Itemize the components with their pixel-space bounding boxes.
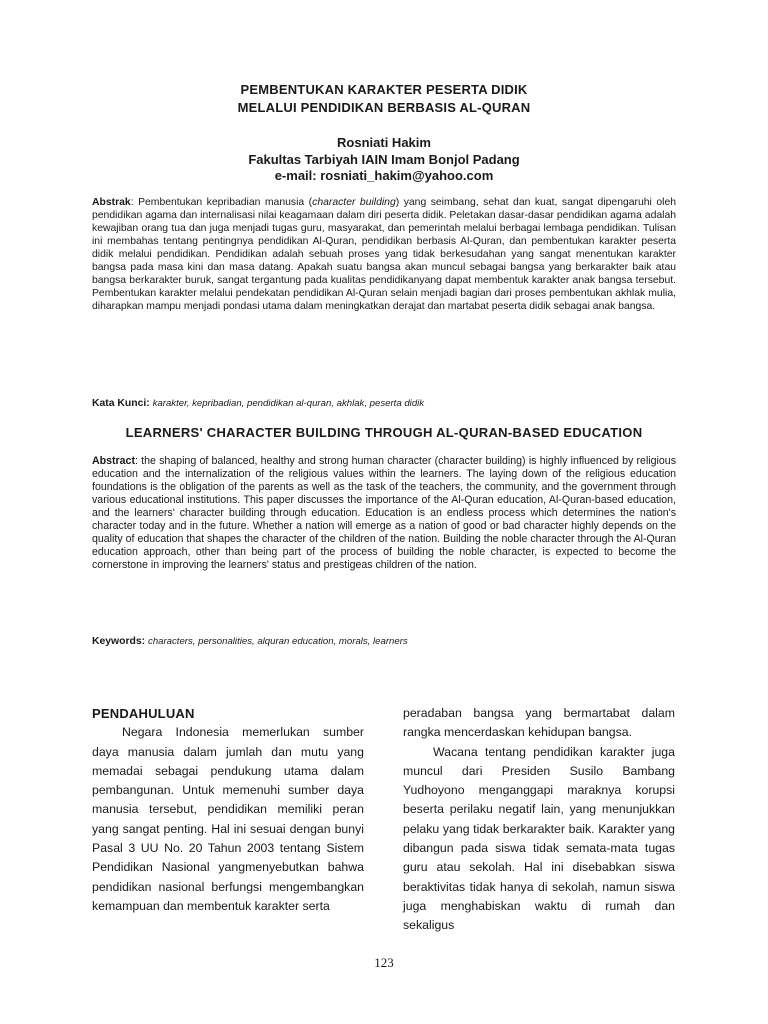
abstrak-text-after: ) yang seimbang, sehat dan kuat, sangat dipengaruhi oleh pendidikan agama dan internalisasi nilai keagamaan dalam diri peserta didik. Peletakan dasar-dasar pendidikan agama adalah kewajiban orang tua dan juga menjadi tugas guru, masyarakat, dan pemerintah melalui berbagai lembaga pendidikan. Tulisan ini membahas tentang pentingnya pendidikan Al-Quran, pendidikan berbasis Al-Quran, dan pembentukan karakter peserta didik melalui pendidikan. Pendidikan adalah sebuah proses yang tidak berkesudahan yang sangat menentukan karakter bangsa pada masa kini dan masa datang. Apakah suatu bangsa akan muncul sebagai bangsa yang berkarakter baik atau bangsa berkarakter buruk, sangat tergantung pada kualitas pendidikanyang dapat membentuk karakter anak bangsa tersebut. Pembentukan karakter melalui pendekatan pendidikan Al-Quran selain menjadi bagian dari proses pembentukan akhlak mulia, diharapkan mampu menjadi pondasi utama dalam meningkatkan derajat dan martabat peserta didik sebagai anak bangsa. xyxy=(92,197,676,312)
abstrak-italic-term: character building xyxy=(312,197,396,208)
english-title: LEARNERS' CHARACTER BUILDING THROUGH AL-QURAN-BASED EDUCATION xyxy=(125,425,643,440)
author-block xyxy=(0,135,768,185)
body-paragraph-continuation: peradaban bangsa yang bermartabat dalam rangka mencerdaskan kehidupan bangsa. xyxy=(403,706,675,740)
keywords xyxy=(92,635,676,648)
abstract-paragraph xyxy=(92,455,676,572)
body-paragraph-left: Negara Indonesia memerlukan sumber daya manusia dalam jumlah dan mutu yang memadai sebagai pendukung utama dalam pembangunan. Untuk memenuhi sumber daya manusia tersebut, pendidikan memiliki peran yang sangat penting. Hal ini sesuai dengan bunyi Pasal 3 UU No. 20 Tahun 2003 tentang Sistem Pendidikan Nasional yangmenyebutkan bahwa pendidikan nasional berfungsi mengembangkan kemampuan dan membentuk karakter serta xyxy=(92,725,364,913)
paper-title xyxy=(0,81,768,117)
kata-kunci-terms: karakter, kepribadian, pendidikan al-quran, akhlak, peserta didik xyxy=(152,398,425,409)
abstrak-label: Abstrak xyxy=(92,197,131,208)
title-line-1: PEMBENTUKAN KARAKTER PESERTA DIDIK xyxy=(240,82,528,97)
title-line-2: MELALUI PENDIDIKAN BERBASIS AL-QURAN xyxy=(237,100,531,115)
author-affiliation: Fakultas Tarbiyah IAIN Imam Bonjol Padang xyxy=(248,151,520,167)
body-paragraph-right: Wacana tentang pendidikan karakter juga muncul dari Presiden Susilo Bambang Yudhoyono menganggapi maraknya korupsi beserta perilaku negatif lain, yang menunjukkan pelaku yang tidak berkarakter baik. Karakter yang dibangun pada siswa tidak semata-mata tugas guru atau sekolah. Hal ini disebabkan siswa beraktivitas tidak hanya di sekolah, namun siswa juga menghabiskan waktu di rumah dan sekaligus xyxy=(403,744,675,933)
body-column-left xyxy=(92,704,364,916)
author-email: e-mail: rosniati_hakim@yahoo.com xyxy=(274,168,494,183)
abstract-label: Abstract xyxy=(92,455,135,467)
keywords-terms: characters, personalities, alquran education, morals, learners xyxy=(148,636,408,647)
abstrak-text-before: : Pembentukan kepribadian manusia ( xyxy=(130,197,313,208)
section-heading: PENDAHULUAN xyxy=(92,706,195,721)
author-name: Rosniati Hakim xyxy=(337,135,431,150)
kata-kunci xyxy=(92,397,676,410)
page-number: 123 xyxy=(374,955,394,970)
kata-kunci-label: Kata Kunci: xyxy=(92,398,150,409)
abstract-text: : the shaping of balanced, healthy and strong human character (character building) is highly influenced by religious education and the internalization of the religious values within the learners. The laying down of the religious education foundations is the obligation of the parents as well as the task of the teachers, the community, and the government through various educational institutions. This paper discusses the importance of the Al-Quran education, Al-Quran-based education, and the learners' character building through education. Education is an endless process which determines the nation's character today and in the future. Whether a nation will emerge as a nation of good or bad character highly depends on the quality of education that shapes the character of the children of the nation. Building the noble character through the Al-Quran education approach, other than being part of the process of building the noble character, is expected to become the cornerstone in improving the learners' status and prestigeas children of the nation. xyxy=(92,455,676,571)
body-column-right xyxy=(403,704,675,936)
abstrak-paragraph xyxy=(92,196,676,313)
keywords-label: Keywords: xyxy=(92,636,146,647)
